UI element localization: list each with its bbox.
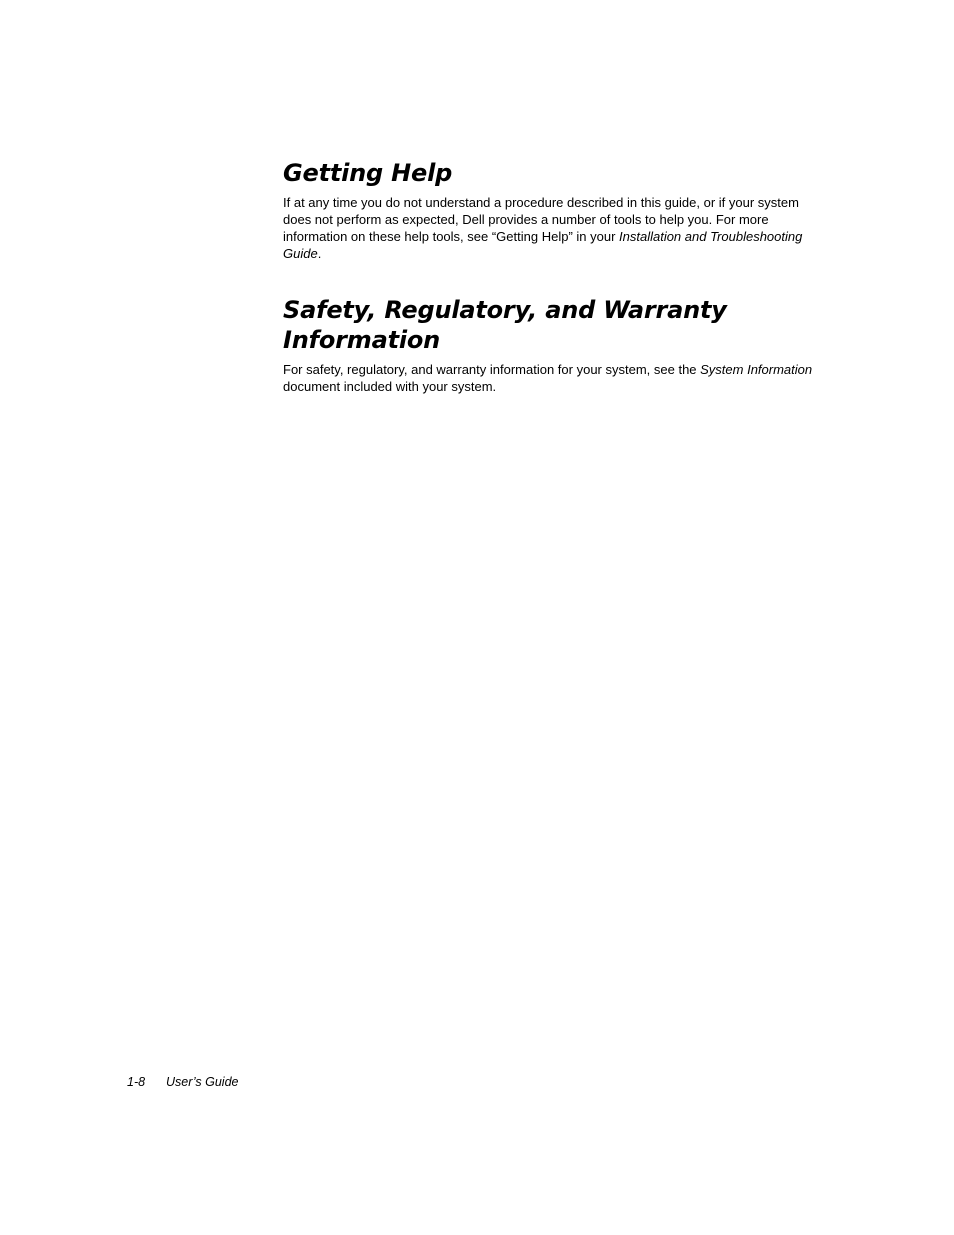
section-body bbox=[283, 361, 818, 395]
body-text: If at any time you do not understand a procedure described in this guide, or if your system does not perform as expected, Dell provides a number of tools to help you. For more information on these help tools, see “Getting Help” in your bbox=[283, 195, 799, 244]
document-title: User’s Guide bbox=[166, 1075, 239, 1089]
page-number: 1-8 bbox=[127, 1075, 146, 1089]
body-text: For safety, regulatory, and warranty information for your system, see the bbox=[283, 362, 701, 377]
guide-reference: Installation and Troubleshooting Guide bbox=[283, 229, 803, 261]
section-safety-regulatory-warranty bbox=[283, 295, 818, 395]
section-getting-help bbox=[283, 158, 818, 262]
body-text-end: . bbox=[317, 246, 322, 261]
document-reference: System Information bbox=[700, 362, 813, 377]
page-footer bbox=[127, 1074, 239, 1090]
section-body bbox=[283, 194, 818, 262]
section-title: Safety, Regulatory, and Warranty Information bbox=[283, 296, 727, 354]
main-content bbox=[283, 158, 818, 395]
section-title: Getting Help bbox=[283, 159, 453, 187]
body-text-end: document included with your system. bbox=[283, 379, 497, 394]
